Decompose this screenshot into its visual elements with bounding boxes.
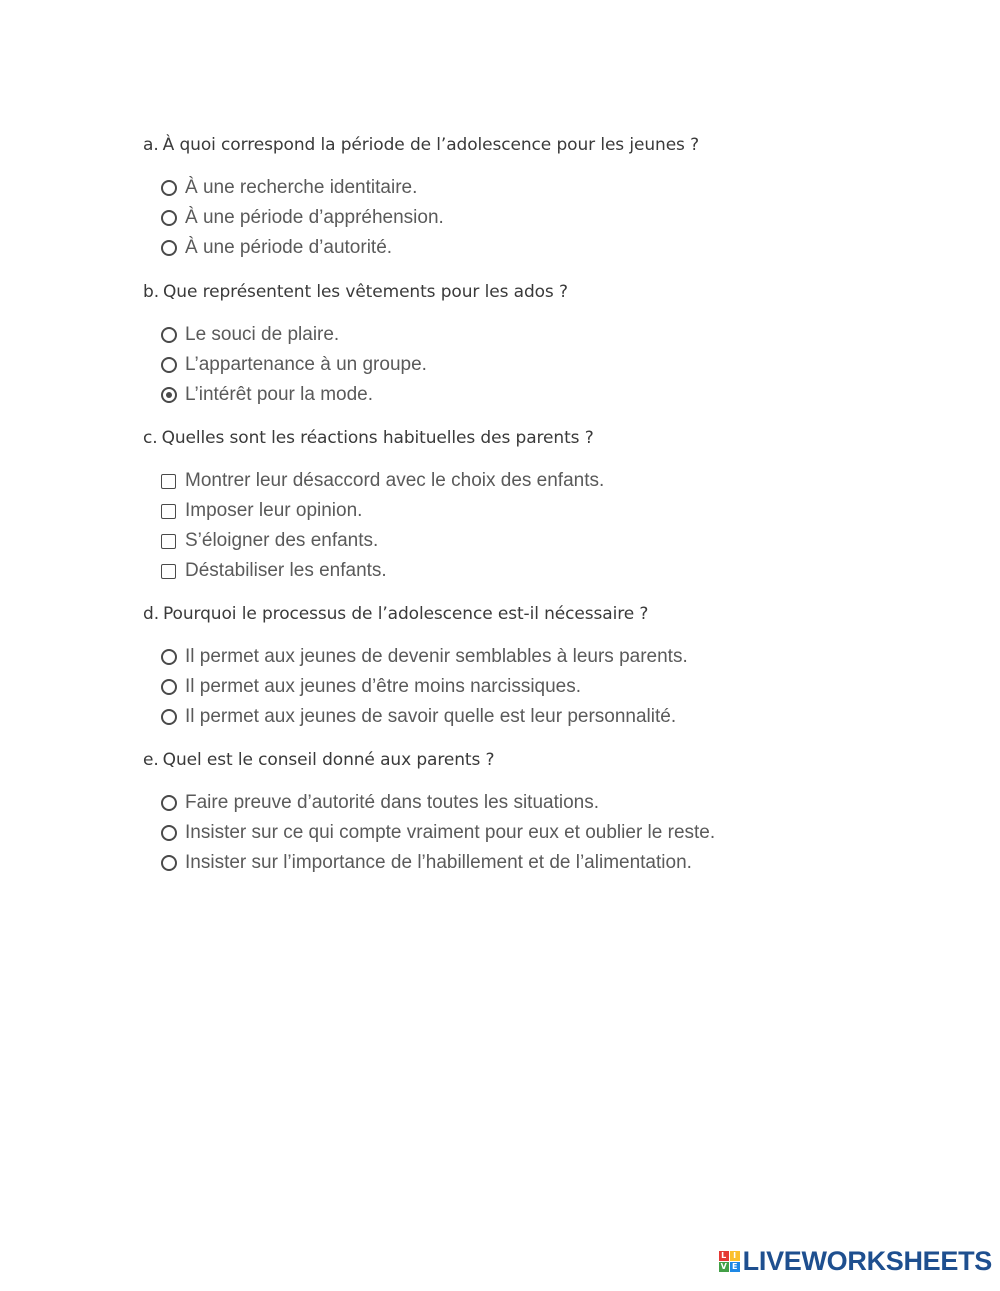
option-label: Déstabiliser les enfants. — [185, 560, 387, 581]
answer-option[interactable] — [161, 320, 923, 350]
answer-option[interactable] — [161, 496, 923, 526]
question-title — [143, 602, 923, 626]
question-c — [143, 426, 923, 586]
option-label: Imposer leur opinion. — [185, 500, 363, 521]
radio-button-icon[interactable] — [161, 240, 177, 256]
checkbox-icon[interactable] — [161, 504, 176, 519]
logo-tile-v: V — [720, 1262, 727, 1271]
question-letter: a. — [143, 135, 159, 155]
answer-options — [161, 788, 923, 878]
option-label: L’appartenance à un groupe. — [185, 354, 427, 375]
option-label: Faire preuve d’autorité dans toutes les situations. — [185, 792, 600, 813]
answer-option[interactable] — [161, 526, 923, 556]
logo-tile-l: L — [719, 1251, 729, 1261]
option-label: Il permet aux jeunes de savoir quelle est leur personnalité. — [185, 706, 677, 727]
question-a — [143, 133, 923, 263]
liveworksheets-icon — [719, 1251, 740, 1272]
radio-button-icon[interactable] — [161, 180, 177, 196]
liveworksheets-logo — [719, 1246, 992, 1277]
radio-button-icon[interactable] — [161, 855, 177, 871]
answer-options — [161, 466, 923, 586]
question-title — [143, 133, 923, 157]
radio-button-icon[interactable] — [161, 825, 177, 841]
answer-option[interactable] — [161, 642, 923, 672]
checkbox-icon[interactable] — [161, 534, 176, 549]
question-letter: b. — [143, 282, 159, 302]
option-label: Insister sur ce qui compte vraiment pour eux et oublier le reste. — [185, 822, 716, 843]
option-label: Il permet aux jeunes de devenir semblables à leurs parents. — [185, 646, 688, 667]
option-label: Il permet aux jeunes d’être moins narcissiques. — [185, 676, 582, 697]
answer-option[interactable] — [161, 203, 923, 233]
answer-option[interactable] — [161, 848, 923, 878]
answer-options — [161, 173, 923, 263]
answer-option[interactable] — [161, 702, 923, 732]
question-text: À quoi correspond la période de l’adolescence pour les jeunes ? — [162, 135, 700, 155]
question-letter: c. — [143, 428, 158, 448]
radio-button-icon[interactable] — [161, 795, 177, 811]
radio-button-selected-icon[interactable] — [161, 387, 177, 403]
answer-option[interactable] — [161, 672, 923, 702]
question-text: Quel est le conseil donné aux parents ? — [162, 750, 495, 770]
question-text: Que représentent les vêtements pour les ados ? — [163, 282, 568, 302]
question-letter: d. — [143, 604, 159, 624]
checkbox-icon[interactable] — [161, 564, 176, 579]
brand-name: LIVEWORKSHEETS — [742, 1246, 992, 1276]
option-label: À une période d’autorité. — [185, 237, 393, 258]
radio-button-icon[interactable] — [161, 327, 177, 343]
option-label: À une période d’appréhension. — [185, 207, 444, 228]
answer-options — [161, 320, 923, 410]
question-text: Quelles sont les réactions habituelles des parents ? — [161, 428, 594, 448]
radio-button-icon[interactable] — [161, 679, 177, 695]
logo-tile-e: E — [730, 1262, 740, 1272]
answer-option[interactable] — [161, 818, 923, 848]
answer-options — [161, 642, 923, 732]
question-title — [143, 748, 923, 772]
radio-button-icon[interactable] — [161, 649, 177, 665]
answer-option[interactable] — [161, 350, 923, 380]
question-b — [143, 280, 923, 410]
checkbox-icon[interactable] — [161, 474, 176, 489]
radio-button-icon[interactable] — [161, 709, 177, 725]
option-label: Le souci de plaire. — [185, 324, 340, 345]
question-text: Pourquoi le processus de l’adolescence est-il nécessaire ? — [163, 604, 649, 624]
question-d — [143, 602, 923, 732]
option-label: L’intérêt pour la mode. — [185, 384, 374, 405]
answer-option[interactable] — [161, 233, 923, 263]
question-e — [143, 748, 923, 878]
option-label: Montrer leur désaccord avec le choix des enfants. — [185, 470, 605, 491]
answer-option[interactable] — [161, 788, 923, 818]
question-title — [143, 280, 923, 304]
question-title — [143, 426, 923, 450]
option-label: S’éloigner des enfants. — [185, 530, 379, 551]
radio-button-icon[interactable] — [161, 357, 177, 373]
question-letter: e. — [143, 750, 159, 770]
answer-option[interactable] — [161, 380, 923, 410]
option-label: À une recherche identitaire. — [185, 177, 418, 198]
logo-tile-i: I — [730, 1251, 740, 1261]
answer-option[interactable] — [161, 556, 923, 586]
option-label: Insister sur l’importance de l’habillement et de l’alimentation. — [185, 852, 692, 873]
answer-option[interactable] — [161, 173, 923, 203]
answer-option[interactable] — [161, 466, 923, 496]
radio-button-icon[interactable] — [161, 210, 177, 226]
